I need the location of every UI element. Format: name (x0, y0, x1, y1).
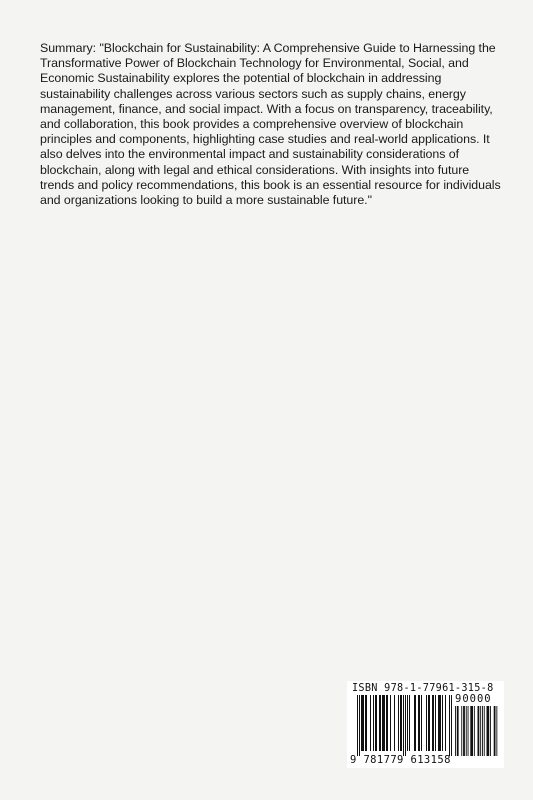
barcode-bar (451, 695, 452, 756)
book-summary: Summary: "Blockchain for Sustainability: A Comprehensive Guide to Harnessing the Transformative Power of Blockchain Technology for Environmental, Social, and Economic Sustainability explores the potential of blockchain in addressing sustainability challenges across various sectors such as supply chains, energy management, finance, and social impact. With a focus on transparency, traceability, and collaboration, this book provides a comprehensive overview of blockchain principles and components, highlighting case studies and real-world applications. It also delves into the environmental impact and sustainability considerations of blockchain, along with legal and ethical considerations. With insights into future trends and policy recommendations, this book is an essential resource for individuals and organizations looking to build a more sustainable future." (40, 41, 501, 208)
barcode-bar (400, 695, 402, 751)
barcode-bar (494, 706, 496, 756)
barcode-bar (468, 706, 469, 756)
barcode-bar (386, 695, 388, 751)
barcode-bar (426, 695, 427, 751)
barcode-bar (432, 695, 434, 751)
barcode-bar (405, 695, 406, 756)
barcode-bar (409, 695, 410, 751)
barcode-bar (463, 706, 465, 756)
barcode-bar (365, 695, 367, 751)
barcode-bar (435, 695, 436, 751)
barcode-bar (428, 695, 430, 751)
barcode-bar (455, 706, 456, 756)
barcode-bar (466, 706, 467, 756)
barcode-bar (480, 706, 481, 756)
barcode-bar (445, 695, 446, 751)
barcode-bar (482, 706, 483, 756)
barcode-bar (418, 695, 420, 751)
barcode-bar (457, 706, 459, 756)
barcode-bar (357, 695, 358, 756)
barcode-bar (403, 695, 404, 756)
barcode-bar (421, 695, 422, 751)
barcode-bar (379, 695, 381, 751)
barcode-bar (361, 695, 364, 751)
barcode-bar (484, 706, 485, 756)
barcode-bar (375, 695, 377, 751)
isbn-barcode (347, 681, 504, 768)
barcode-bar (438, 695, 441, 751)
barcode-bar (474, 706, 475, 756)
barcode-bar (359, 695, 360, 756)
barcode-bar (390, 695, 391, 751)
barcode-bar (442, 695, 443, 751)
ean-digits: 9 781779 613158 (350, 754, 451, 766)
barcode-bar (373, 695, 374, 751)
barcode-bar (449, 695, 450, 756)
barcode-bar (394, 695, 395, 751)
barcode-bar (470, 706, 473, 756)
barcode-bar (478, 706, 480, 756)
barcode-bar (490, 706, 491, 756)
barcode-bar (461, 706, 462, 756)
barcode-bar (496, 706, 497, 756)
barcode-bar (382, 695, 385, 751)
barcode-bar (398, 695, 399, 751)
price-code: 90000 (455, 693, 492, 705)
isbn-label: ISBN 978-1-77961-315-8 (352, 683, 494, 694)
barcode-bar (414, 695, 416, 751)
barcode-bar (407, 695, 408, 751)
barcode-bar (487, 706, 490, 756)
barcode-bar (370, 695, 371, 751)
